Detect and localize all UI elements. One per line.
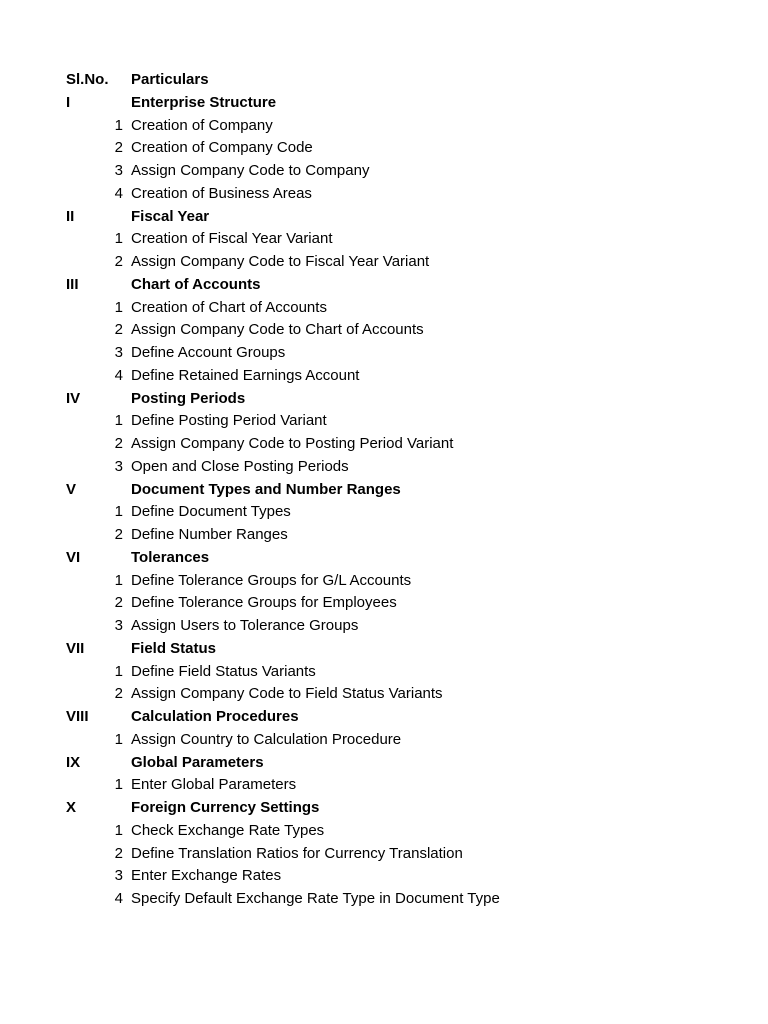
section-title: Chart of Accounts (131, 275, 261, 293)
section-row (66, 479, 726, 502)
list-item (66, 683, 726, 706)
header-row (66, 69, 726, 92)
list-item (66, 820, 726, 843)
section-numeral: II (66, 207, 75, 225)
item-text: Creation of Company (131, 116, 273, 134)
section-title: Field Status (131, 639, 217, 657)
document-list (66, 69, 726, 911)
item-text: Open and Close Posting Periods (131, 457, 349, 475)
item-number: 3 (114, 344, 123, 361)
list-item (66, 570, 726, 593)
item-text: Assign Country to Calculation Procedure (131, 730, 402, 748)
list-item (66, 729, 726, 752)
list-item (66, 592, 726, 615)
section-row (66, 547, 726, 570)
item-text: Assign Company Code to Company (131, 162, 370, 179)
item-text: Define Number Ranges (131, 526, 288, 543)
section-numeral: IV (66, 389, 81, 407)
item-text: Assign Company Code to Posting Period Variant (131, 435, 454, 452)
item-text: Check Exchange Rate Types (131, 821, 325, 839)
item-text: Assign Company Code to Chart of Accounts (131, 321, 424, 339)
item-text: Define Document Types (131, 503, 291, 521)
list-item (66, 843, 726, 866)
list-item (66, 501, 726, 524)
list-item (66, 297, 726, 320)
sections-list (66, 92, 726, 911)
section-row (66, 388, 726, 411)
list-item (66, 661, 726, 684)
item-text: Define Posting Period Variant (131, 412, 327, 430)
list-item (66, 319, 726, 342)
item-number: 4 (114, 366, 123, 384)
section-title: Global Parameters (131, 753, 264, 771)
item-number: 2 (114, 321, 123, 339)
item-number: 2 (114, 435, 123, 452)
item-text: Specify Default Exchange Rate Type in Document Type (131, 890, 500, 907)
list-item (66, 615, 726, 638)
section-row (66, 274, 726, 297)
list-item (66, 228, 726, 251)
section-title: Calculation Procedures (131, 708, 299, 725)
list-item (66, 183, 726, 206)
item-text: Enter Exchange Rates (131, 867, 282, 885)
section-row (66, 797, 726, 820)
item-text: Define Tolerance Groups for G/L Accounts (131, 571, 412, 589)
section-numeral: VIII (66, 708, 89, 725)
serial-number-heading: Sl.No. (66, 71, 109, 88)
item-text: Assign Company Code to Field Status Variants (131, 685, 443, 703)
section-row (66, 92, 726, 115)
section-title: Foreign Currency Settings (131, 799, 320, 816)
item-number: 2 (114, 139, 123, 157)
list-item (66, 888, 726, 911)
item-number: 1 (114, 412, 123, 430)
item-number: 1 (114, 571, 123, 589)
item-text: Creation of Company Code (131, 139, 313, 157)
item-text: Define Translation Ratios for Currency Translation (131, 844, 463, 862)
list-item (66, 251, 726, 274)
section-title: Document Types and Number Ranges (131, 480, 401, 498)
item-number: 1 (114, 503, 123, 521)
section-numeral: I (66, 93, 71, 111)
section-numeral: VI (66, 548, 81, 566)
list-item (66, 456, 726, 479)
list-item (66, 342, 726, 365)
item-number: 1 (114, 821, 123, 839)
section-numeral: IX (66, 753, 81, 771)
list-item (66, 160, 726, 183)
section-numeral: V (66, 480, 77, 498)
item-number: 2 (114, 526, 123, 543)
item-number: 1 (114, 230, 123, 248)
item-number: 3 (114, 162, 123, 179)
item-number: 4 (114, 890, 123, 907)
item-number: 1 (114, 730, 123, 748)
item-number: 1 (114, 662, 123, 680)
list-item (66, 115, 726, 138)
list-item (66, 137, 726, 160)
item-number: 3 (114, 867, 123, 885)
list-item (66, 365, 726, 388)
list-item (66, 410, 726, 433)
item-text: Enter Global Parameters (131, 776, 297, 794)
item-text: Define Field Status Variants (131, 662, 316, 680)
section-numeral: III (66, 275, 79, 293)
section-numeral: X (66, 799, 77, 816)
item-number: 1 (114, 298, 123, 316)
item-number: 2 (114, 685, 123, 703)
item-number: 1 (114, 776, 123, 794)
list-item (66, 774, 726, 797)
section-row (66, 706, 726, 729)
item-number: 1 (114, 116, 123, 134)
section-row (66, 752, 726, 775)
item-text: Creation of Fiscal Year Variant (131, 230, 333, 248)
item-number: 2 (114, 594, 123, 612)
section-row (66, 638, 726, 661)
item-number: 3 (114, 457, 123, 475)
item-text: Assign Users to Tolerance Groups (131, 617, 359, 634)
item-text: Define Account Groups (131, 344, 286, 361)
item-text: Creation of Chart of Accounts (131, 298, 327, 316)
section-title: Enterprise Structure (131, 93, 277, 111)
section-title: Fiscal Year (131, 207, 210, 225)
list-item (66, 524, 726, 547)
item-text: Creation of Business Areas (131, 184, 312, 202)
item-number: 2 (114, 253, 123, 270)
item-text: Define Tolerance Groups for Employees (131, 594, 397, 612)
item-number: 4 (114, 184, 123, 202)
section-numeral: VII (66, 639, 85, 657)
item-number: 2 (114, 844, 123, 862)
particulars-heading: Particulars (131, 71, 209, 88)
list-item (66, 865, 726, 888)
list-item (66, 433, 726, 456)
section-title: Tolerances (131, 548, 210, 566)
section-title: Posting Periods (131, 389, 246, 407)
section-row (66, 206, 726, 229)
item-text: Assign Company Code to Fiscal Year Variant (131, 253, 430, 270)
item-text: Define Retained Earnings Account (131, 366, 360, 384)
item-number: 3 (114, 617, 123, 634)
